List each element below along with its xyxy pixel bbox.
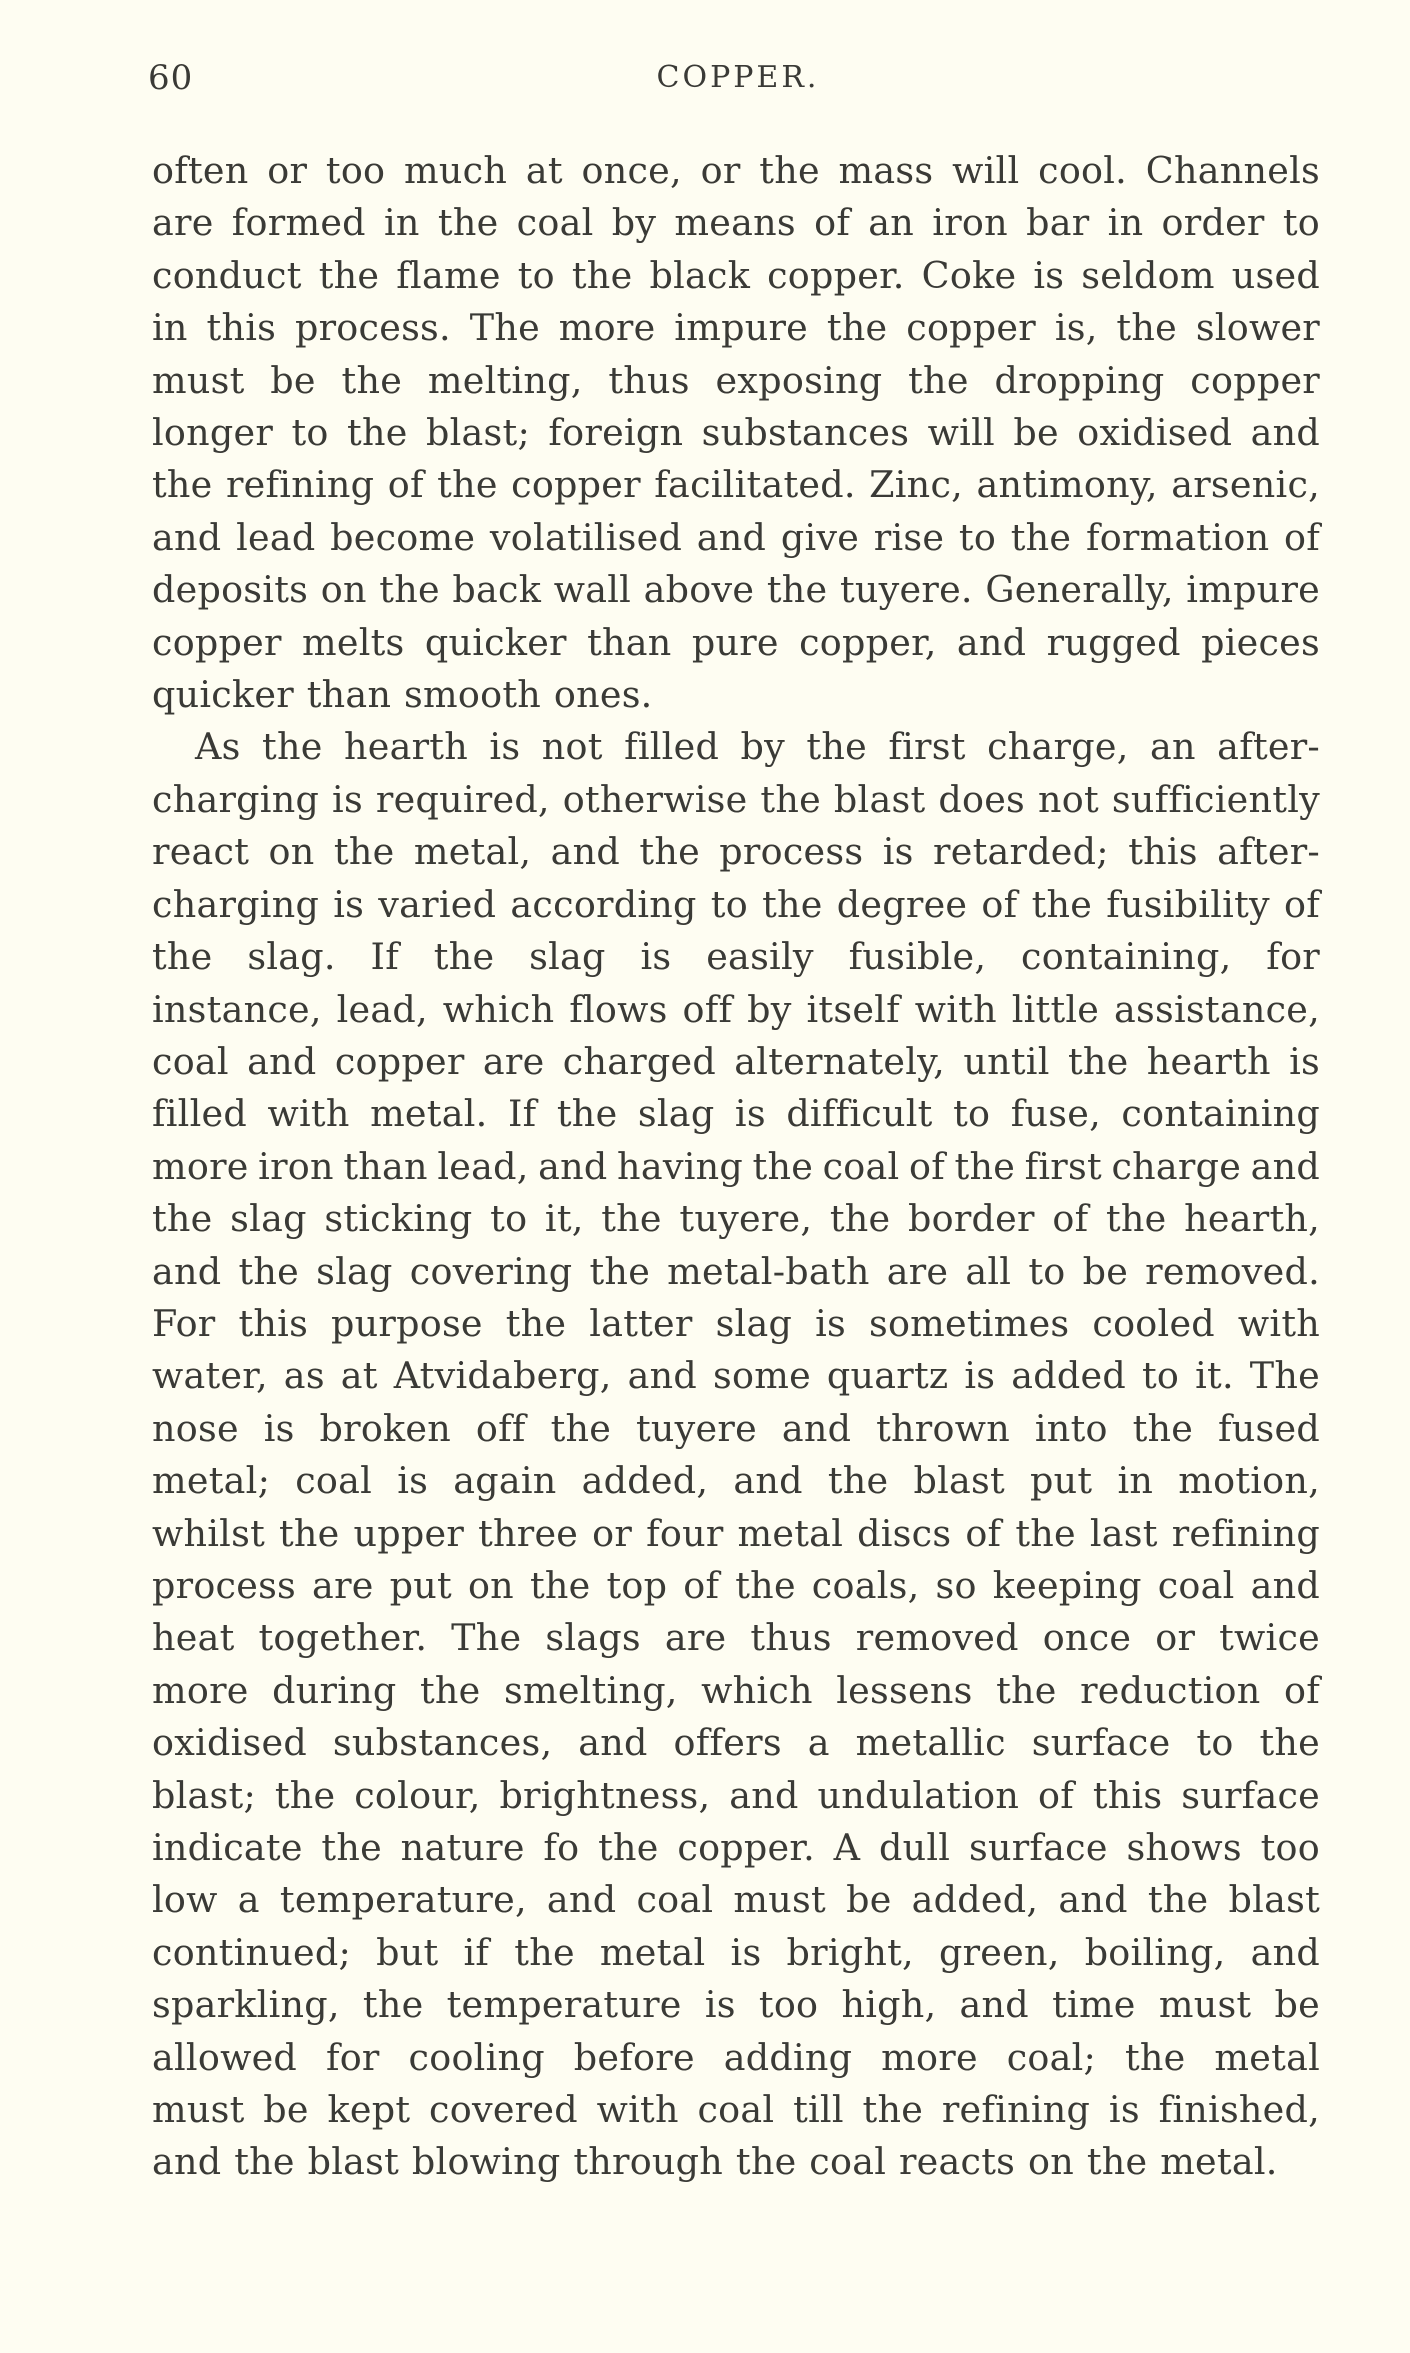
text-line: often or too much at once, or the mass will cool. Channels bbox=[152, 149, 1320, 192]
text-line: react on the metal, and the process is retarded; this after- bbox=[152, 830, 1320, 874]
text-line: and the slag covering the metal-bath are all to be removed. bbox=[152, 1249, 1320, 1293]
running-title: COPPER. bbox=[656, 60, 820, 95]
text-line: low a temperature, and coal must be added, and the blast bbox=[152, 1878, 1320, 1922]
text-line: whilst the upper three or four metal discs of the last refining bbox=[152, 1511, 1320, 1555]
text-line: indicate the nature fo the copper. A dull surface shows too bbox=[152, 1826, 1320, 1869]
text-line: water, as at Atvidaberg, and some quartz is added to it. The bbox=[152, 1354, 1320, 1398]
text-line: As the hearth is not filled by the first charge, an after- bbox=[195, 725, 1320, 769]
paragraph bbox=[152, 721, 1320, 2188]
text-line: deposits on the back wall above the tuyere. Generally, impure bbox=[152, 568, 1320, 612]
text-line: in this process. The more impure the copper is, the slower bbox=[152, 306, 1320, 350]
text-line: instance, lead, which flows off by itself with little assistance, bbox=[152, 987, 1320, 1031]
text-line: coal and copper are charged alternately, until the hearth is bbox=[152, 1039, 1320, 1083]
text-line: metal; coal is again added, and the blast put in motion, bbox=[152, 1459, 1320, 1503]
text-line: the slag. If the slag is easily fusible, containing, for bbox=[152, 935, 1320, 979]
text-line: conduct the flame to the black copper. Coke is seldom used bbox=[152, 253, 1320, 297]
text-line: heat together. The slags are thus removed once or twice bbox=[152, 1616, 1320, 1660]
text-line: and lead become volatilised and give rise to the formation of bbox=[152, 515, 1320, 559]
body-text bbox=[152, 145, 1320, 2189]
text-line: and the blast blowing through the coal reacts on the metal. bbox=[152, 2140, 1278, 2184]
text-line: copper melts quicker than pure copper, and rugged pieces bbox=[152, 620, 1320, 664]
text-line: For this purpose the latter slag is sometimes cooled with bbox=[152, 1301, 1320, 1345]
running-head bbox=[148, 58, 1328, 108]
text-line: process are put on the top of the coals, so keeping coal and bbox=[152, 1563, 1320, 1607]
text-line: blast; the colour, brightness, and undulation of this surface bbox=[152, 1773, 1320, 1817]
text-line: oxidised substances, and offers a metallic surface to the bbox=[152, 1721, 1320, 1765]
text-line: are formed in the coal by means of an iron bar in order to bbox=[152, 201, 1320, 245]
text-line: charging is varied according to the degree of the fusibility of bbox=[152, 882, 1320, 926]
paragraph bbox=[152, 145, 1320, 721]
text-line: the slag sticking to it, the tuyere, the border of the hearth, bbox=[152, 1197, 1320, 1241]
text-line: more iron than lead, and having the coal of the first charge and bbox=[152, 1144, 1320, 1188]
text-line: must be kept covered with coal till the refining is finished, bbox=[152, 2088, 1320, 2132]
text-line: must be the melting, thus exposing the dropping copper bbox=[152, 358, 1320, 402]
text-line: quicker than smooth ones. bbox=[152, 673, 653, 717]
text-line: more during the smelting, which lessens the reduction of bbox=[152, 1668, 1320, 1712]
text-line: allowed for cooling before adding more coal; the metal bbox=[152, 2035, 1320, 2079]
text-line: the refining of the copper facilitated. Zinc, antimony, arsenic, bbox=[152, 463, 1320, 507]
text-line: filled with metal. If the slag is difficult to fuse, containing bbox=[152, 1092, 1320, 1136]
text-line: longer to the blast; foreign substances will be oxidised and bbox=[152, 411, 1320, 455]
text-line: nose is broken off the tuyere and thrown into the fused bbox=[152, 1406, 1320, 1450]
text-line: sparkling, the temperature is too high, and time must be bbox=[152, 1983, 1320, 2027]
text-line: charging is required, otherwise the blast does not sufficiently bbox=[152, 777, 1320, 821]
page-number: 60 bbox=[148, 58, 194, 98]
text-line: continued; but if the metal is bright, green, boiling, and bbox=[152, 1930, 1320, 1974]
